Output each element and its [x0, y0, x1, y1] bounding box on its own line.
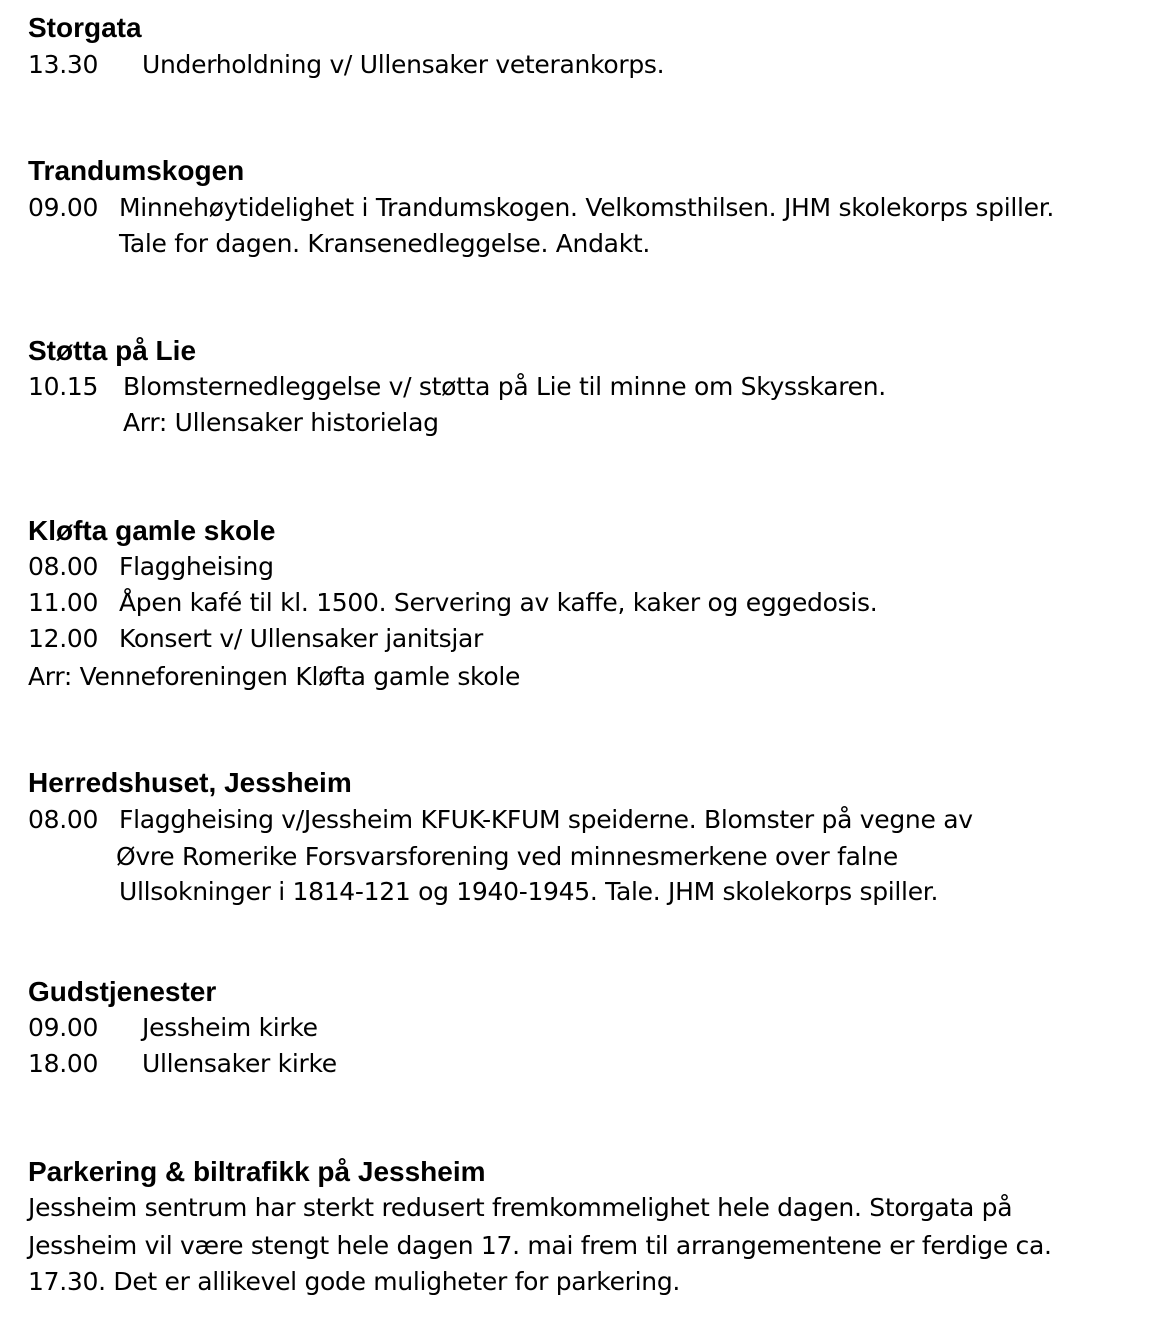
- event-time: 10.15: [28, 372, 99, 401]
- event-text: Ullsokninger i 1814-121 og 1940-1945. Tale. JHM skolekorps spiller.: [119, 877, 939, 906]
- section-heading-trandumskogen: Trandumskogen: [28, 155, 245, 186]
- section-heading-storgata: Storgata: [28, 12, 142, 43]
- section-heading-klofta-gamle-skole: Kløfta gamle skole: [28, 515, 276, 546]
- event-text: Arr: Ullensaker historielag: [123, 408, 439, 437]
- event-text: Konsert v/ Ullensaker janitsjar: [119, 624, 483, 653]
- paragraph-line: 17.30. Det er allikevel gode muligheter for parkering.: [28, 1267, 681, 1296]
- event-text: Øvre Romerike Forsvarsforening ved minnesmerkene over falne: [116, 842, 898, 871]
- event-text: Underholdning v/ Ullensaker veterankorps.: [142, 50, 665, 79]
- event-time: 09.00: [28, 1013, 99, 1042]
- event-text: Jessheim kirke: [142, 1013, 318, 1042]
- section-heading-herredshuset-jessheim: Herredshuset, Jessheim: [28, 767, 352, 798]
- event-time: 18.00: [28, 1049, 99, 1078]
- event-text: Flaggheising v/Jessheim KFUK-KFUM speiderne. Blomster på vegne av: [119, 805, 973, 834]
- event-text: Minnehøytidelighet i Trandumskogen. Velkomsthilsen. JHM skolekorps spiller.: [119, 193, 1055, 222]
- section-heading-stotta-pa-lie: Støtta på Lie: [28, 335, 197, 366]
- event-time: 08.00: [28, 552, 99, 581]
- event-time: 12.00: [28, 624, 99, 653]
- event-time: 09.00: [28, 193, 99, 222]
- event-text: Åpen kafé til kl. 1500. Servering av kaffe, kaker og eggedosis.: [119, 588, 878, 617]
- event-text: Flaggheising: [119, 552, 274, 581]
- event-time: 08.00: [28, 805, 99, 834]
- event-text: Ullensaker kirke: [142, 1049, 337, 1078]
- section-heading-gudstjenester: Gudstjenester: [28, 976, 217, 1007]
- event-text: Blomsternedleggelse v/ støtta på Lie til minne om Skysskaren.: [123, 372, 886, 401]
- paragraph-line: Jessheim sentrum har sterkt redusert fremkommelighet hele dagen. Storgata på: [28, 1193, 1013, 1222]
- organizer-note: Arr: Venneforeningen Kløfta gamle skole: [28, 662, 521, 691]
- section-heading-parkering: Parkering & biltrafikk på Jessheim: [28, 1156, 486, 1187]
- paragraph-line: Jessheim vil være stengt hele dagen 17. mai frem til arrangementene er ferdige ca.: [28, 1231, 1052, 1260]
- event-time: 13.30: [28, 50, 99, 79]
- event-text: Tale for dagen. Kransenedleggelse. Andakt.: [119, 229, 651, 258]
- event-time: 11.00: [28, 588, 99, 617]
